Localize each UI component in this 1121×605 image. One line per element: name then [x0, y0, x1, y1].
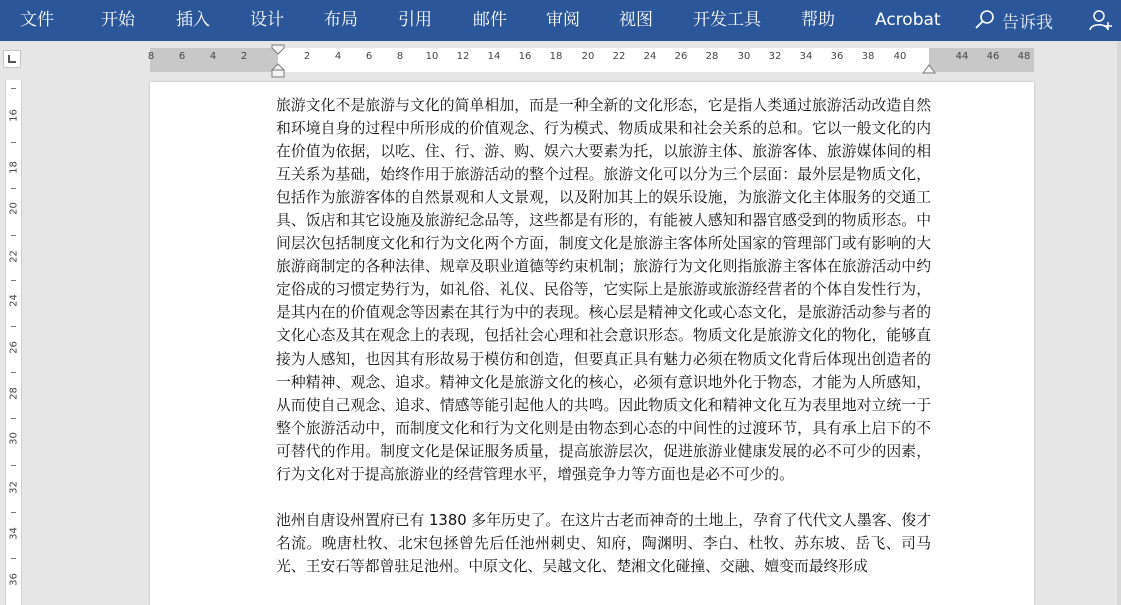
ruler-tick: 8 — [147, 51, 155, 62]
vertical-ruler-tick: 32 — [8, 481, 20, 494]
ruler-tick: 14 — [487, 51, 501, 62]
tab-layout[interactable]: 布局 — [324, 10, 358, 30]
ruler-tick: 12 — [456, 51, 470, 62]
ruler-tick: 26 — [674, 51, 688, 62]
document-paragraph[interactable]: 旅游文化不是旅游与文化的简单相加，而是一种全新的文化形态，它是指人类通过旅游活动改造自然和环境自身的过程中所形成的价值观念、行为模式、物质成果和社会关系的总和。它以一般文化的内在价值为依据，以吃、住、行、游、购、娱六大要素为托，以旅游主体、旅游客体、旅游媒体间的相互关系为基础，始终作用于旅游活动的整个过程。旅游文化可以分为三个层面：最外层是物质文化，包括作为旅游客体的自然景观和人文景观，以及附加其上的娱乐设施，为旅游文化主体服务的交通工具、饭店和其它设施及旅游纪念品等，这些都是有形的，有能被人感知和器官感受到的物质形态。中间层次包括制度文化和行为文化两个方面，制度文化是旅游主客体所处国家的管理部门或有影响的大旅游商制定的各种法律、规章及职业道德等约束机制；旅游行为文化则指旅游主客体在旅游活动中约定俗成的习惯定势行为，如礼俗、礼仪、民俗等，它实际上是旅游或旅游经营者的个体自发性行为，是其内在的价值观念等因素在其行为中的表现。核心层是精神文化或心态文化，是旅游活动参与者的文化心态及其在观念上的表现，包括社会心理和社会意识形态。物质文化是旅游文化的物化，能够直接为人感知，也因其有形故易于模仿和创造，但要真正具有魅力必须在物质文化背后体现出创造者的一种精神、观念、追求。精神文化是旅游文化的核心，必须有意识地外化于物态，才能为人所感知，从而使自己观念、追求、情感等能引起他人的共鸣。因此物质文化和精神文化互为表里地对立统一于整个旅游活动中，而制度文化和行为文化则是由物态到心态的中间性的过渡环节，具有承上启下的不可替代的作用。制度文化是保证服务质量，提高旅游层次，促进旅游业健康发展的必不可少的因素，行为文化对于提高旅游业的经营管理水平，增强竞争力等方面也是必不可少的。 — [276, 97, 931, 483]
vertical-ruler-tick: 22 — [8, 250, 20, 263]
vertical-ruler-tick: 36 — [8, 573, 20, 586]
share-user-icon[interactable] — [1088, 8, 1114, 34]
ruler-tick: 4 — [209, 51, 217, 62]
vertical-scrollbar[interactable] — [1117, 41, 1121, 605]
left-indent-marker-icon[interactable] — [271, 44, 285, 78]
ruler-tick: 32 — [768, 51, 782, 62]
vertical-ruler-tick: 20 — [8, 202, 20, 215]
vertical-ruler-tick: 28 — [8, 387, 20, 400]
ruler-tick: 34 — [799, 51, 813, 62]
vertical-ruler-mark — [11, 512, 16, 513]
tab-stop-selector[interactable] — [3, 50, 21, 68]
ruler-tick: 6 — [365, 51, 373, 62]
vertical-ruler-mark — [11, 326, 16, 327]
tab-review[interactable]: 审阅 — [546, 10, 580, 30]
tab-help[interactable]: 帮助 — [801, 10, 835, 30]
vertical-ruler-tick: 16 — [8, 109, 20, 122]
document-page[interactable] — [150, 82, 1034, 605]
ruler-tick: 2 — [240, 51, 248, 62]
ruler-tick: 24 — [643, 51, 657, 62]
ruler-tick: 10 — [425, 51, 439, 62]
ruler-tick: 30 — [737, 51, 751, 62]
ruler-tick: 8 — [396, 51, 404, 62]
tab-design[interactable]: 设计 — [250, 10, 284, 30]
tab-insert[interactable]: 插入 — [176, 10, 210, 30]
ruler-tick: 44 — [955, 51, 969, 62]
vertical-ruler-mark — [11, 372, 16, 373]
vertical-ruler-tick: 30 — [8, 432, 20, 445]
tell-me-label: 告诉我 — [1002, 12, 1053, 33]
vertical-ruler-tick: 34 — [8, 527, 20, 540]
vertical-ruler-tick: 24 — [8, 294, 20, 307]
tab-file[interactable]: 文件 — [20, 10, 54, 30]
tab-references[interactable]: 引用 — [398, 10, 432, 30]
ruler-tick: 28 — [705, 51, 719, 62]
tell-me-search[interactable] — [974, 6, 1053, 34]
ruler-tick: 40 — [893, 51, 907, 62]
vertical-ruler-tick: 18 — [8, 161, 20, 174]
vertical-ruler-mark — [11, 88, 16, 89]
vertical-ruler-mark — [11, 558, 16, 559]
document-body[interactable] — [276, 94, 931, 601]
ribbon-tab-bar — [0, 0, 1121, 41]
ruler-tick: 4 — [334, 51, 342, 62]
vertical-ruler-mark — [11, 188, 16, 189]
ruler-tick: 46 — [986, 51, 1000, 62]
vertical-ruler-mark — [11, 235, 16, 236]
ruler-tick: 20 — [581, 51, 595, 62]
tab-developer[interactable]: 开发工具 — [693, 10, 761, 30]
search-icon — [974, 9, 996, 31]
ruler-tick: 2 — [303, 51, 311, 62]
ruler-tick: 18 — [549, 51, 563, 62]
tab-view[interactable]: 视图 — [619, 10, 653, 30]
horizontal-ruler-row — [0, 41, 1121, 78]
ruler-tick: 36 — [830, 51, 844, 62]
tab-home[interactable]: 开始 — [101, 10, 135, 30]
ruler-tick: 16 — [518, 51, 532, 62]
vertical-ruler-mark — [11, 465, 16, 466]
vertical-ruler-mark — [11, 142, 16, 143]
ruler-tick: 38 — [861, 51, 875, 62]
ruler-tick: 48 — [1017, 51, 1031, 62]
tab-acrobat[interactable]: Acrobat — [875, 10, 941, 30]
ruler-tick: 6 — [178, 51, 186, 62]
ruler-tick: 22 — [612, 51, 626, 62]
vertical-ruler-tick: 26 — [8, 341, 20, 354]
vertical-ruler-mark — [11, 418, 16, 419]
vertical-ruler-mark — [11, 280, 16, 281]
tab-mailings[interactable]: 邮件 — [473, 10, 507, 30]
document-paragraph[interactable]: 池州自唐设州置府已有 1380 多年历史了。在这片古老而神奇的土地上，孕育了代代文人墨客、俊才名流。晚唐杜牧、北宋包拯曾先后任池州刺史、知府，陶渊明、李白、杜牧、苏东坡、岳飞、司马光、王安石等都曾驻足池州。中原文化、吴越文化、楚湘文化碰撞、交融、嬗变而最终形成 — [276, 511, 931, 575]
vertical-ruler — [5, 80, 22, 605]
right-indent-marker-icon[interactable] — [922, 63, 936, 74]
